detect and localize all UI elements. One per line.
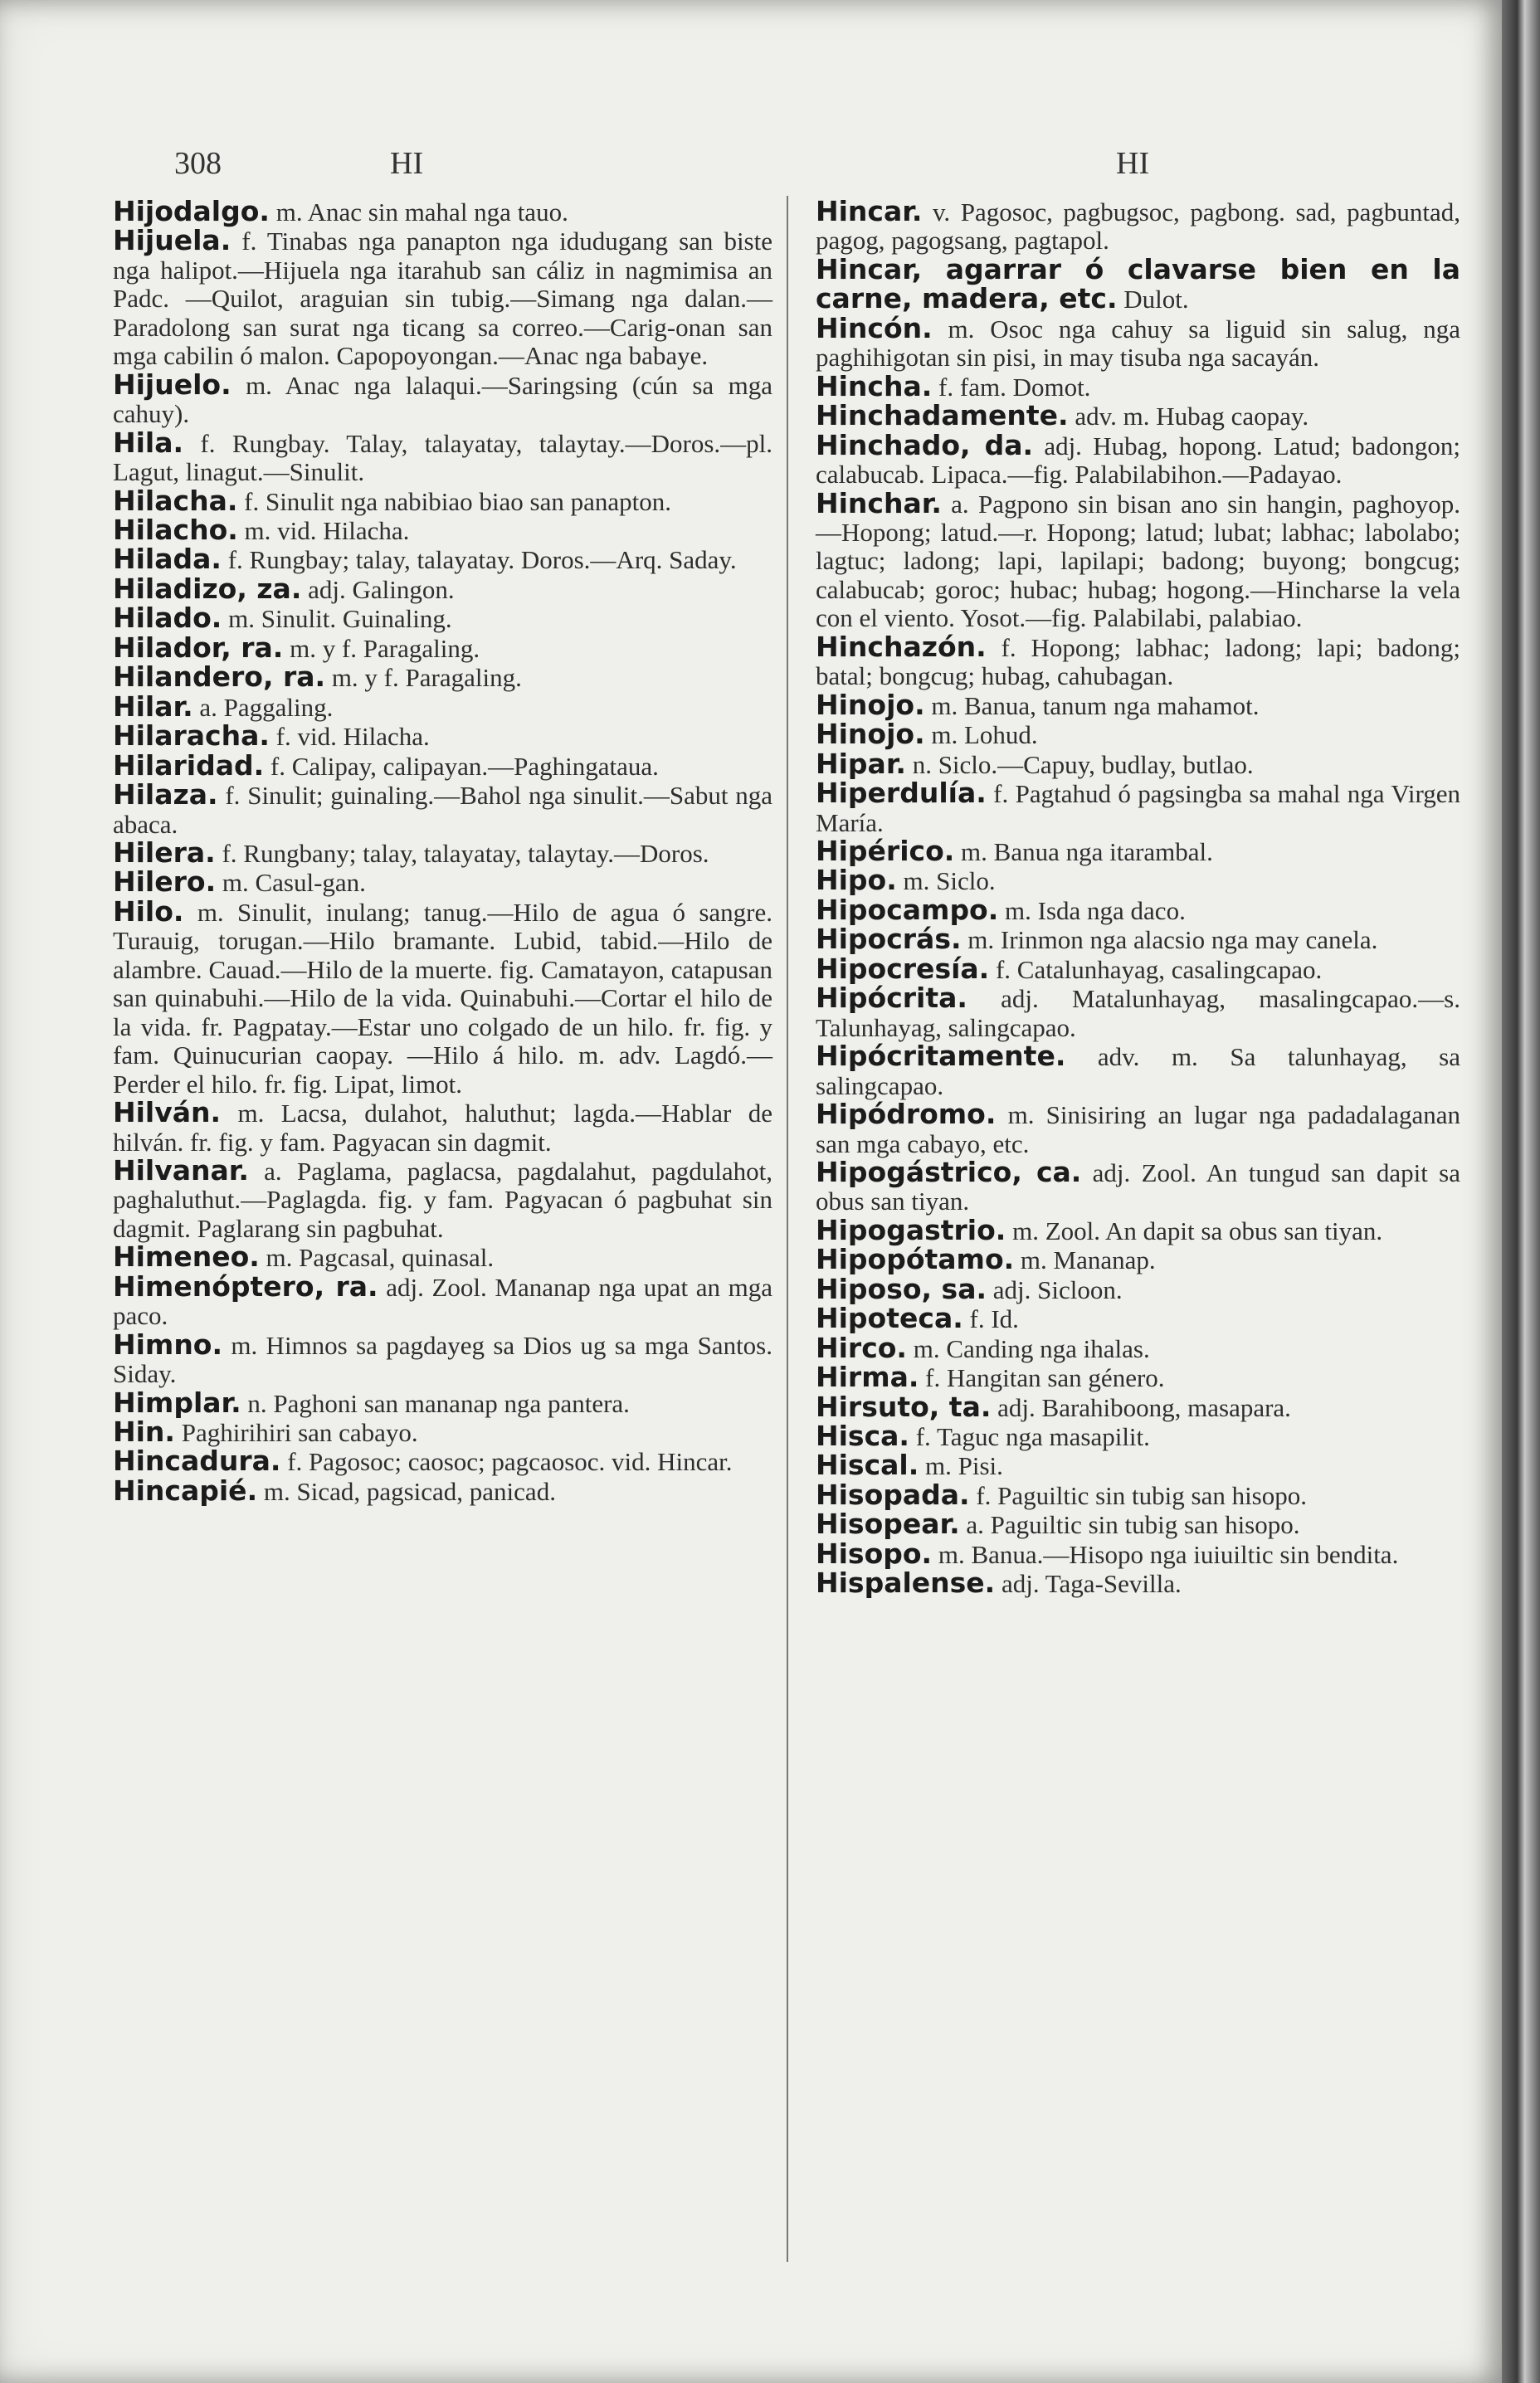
- entry-headword: Hirco.: [816, 1331, 907, 1364]
- entry-headword: Hipocresía.: [816, 952, 990, 985]
- entry-definition: f. Rungbany; talay, talayatay, talaytay.—Doros.: [215, 838, 709, 868]
- dictionary-entry: [816, 1042, 1460, 1100]
- entry-headword: Hiladizo, za.: [113, 572, 302, 605]
- entry-definition: adj. Hubag, hopong. Latud; badongon; calabucab. Lipaca.—fig. Palabilabihon.—Padayao.: [816, 431, 1460, 490]
- entry-definition: f. Id.: [962, 1304, 1019, 1334]
- entry-headword: Hilaridad.: [113, 748, 265, 782]
- dictionary-entry: [113, 690, 772, 723]
- dictionary-entry: [816, 1245, 1460, 1274]
- dictionary-entry: [816, 428, 1460, 490]
- dictionary-entry: [816, 399, 1460, 432]
- dictionary-entry: [816, 1213, 1460, 1246]
- dictionary-entry: [816, 486, 1460, 633]
- entry-headword: Hilvanar.: [113, 1153, 249, 1187]
- entry-definition: adj. Zool. Mananap nga upat an mga paco.: [113, 1272, 772, 1331]
- dictionary-entry: [113, 1096, 772, 1157]
- entry-definition: m. Siclo.: [896, 866, 996, 896]
- entry-headword: Hipo.: [816, 864, 897, 897]
- entry-headword: Hipódromo.: [816, 1098, 997, 1131]
- dictionary-entry: [113, 513, 772, 546]
- entry-headword: Hinojo.: [816, 718, 925, 751]
- entry-headword: Himplar.: [113, 1386, 241, 1419]
- entry-definition: m. Canding nga ihalas.: [906, 1333, 1150, 1363]
- dictionary-entry: [113, 719, 772, 753]
- dictionary-entry: [113, 748, 772, 782]
- dictionary-entry: [816, 1422, 1460, 1451]
- entry-headword: Hirsuto, ta.: [816, 1390, 992, 1423]
- dictionary-entry: [816, 1304, 1460, 1333]
- dictionary-entry: [113, 572, 772, 605]
- entry-definition: m. vid. Hilacha.: [237, 515, 410, 545]
- dictionary-entry: [113, 197, 772, 227]
- entry-definition: m. Banua.—Hisopo nga iuiuiltic sin bendita.: [932, 1539, 1399, 1569]
- entry-headword: Hilado.: [113, 602, 222, 635]
- entry-headword: Himno.: [113, 1328, 223, 1361]
- entry-definition: adj. Sicloon.: [987, 1274, 1123, 1304]
- entry-headword: Hilacha.: [113, 484, 238, 517]
- entry-headword: Hilar.: [113, 690, 193, 723]
- entry-headword: Hinchazón.: [816, 630, 987, 663]
- dictionary-entry: [113, 1386, 772, 1419]
- entry-headword: Hincha.: [816, 369, 933, 402]
- entry-definition: m. Osoc nga cahuy sa liguid sin salug, nga paghihigotan sin pisi, in may tisuba nga sacayán.: [816, 314, 1460, 373]
- entry-headword: Hipócrita.: [816, 982, 967, 1015]
- dictionary-entry: [816, 1155, 1460, 1216]
- dictionary-entry: [113, 865, 772, 899]
- entry-headword: Hilván.: [113, 1096, 222, 1129]
- left-column: [113, 197, 772, 1506]
- column-divider: [787, 196, 788, 2262]
- entry-definition: f. Hangitan san género.: [919, 1363, 1165, 1393]
- right-column: [816, 197, 1460, 1599]
- entry-definition: f. Tinabas nga panapton nga idudugang san biste nga halipot.—Hijuela nga itarahub san cáliz in nagmimisa an Padc. —Quilot, araguian sin tubig.—Simang nga dalan.—Paradolong san surat nga ticang sa correo.—Carig-onan san mga cabilin ó malon. Capopoyongan.—Anac nga babaye.: [113, 227, 772, 371]
- dictionary-entry: [816, 747, 1460, 780]
- dictionary-entry: [113, 894, 772, 1099]
- entry-definition: a. Paggaling.: [192, 692, 334, 722]
- dictionary-entry: [816, 197, 1460, 256]
- dictionary-entry: [816, 688, 1460, 721]
- entry-headword: Hipogástrico, ca.: [816, 1155, 1082, 1188]
- dictionary-entry: [816, 1390, 1460, 1423]
- entry-definition: m. Lohud.: [924, 720, 1038, 750]
- entry-definition: Dulot.: [1117, 285, 1189, 314]
- dictionary-entry: [113, 1474, 772, 1507]
- dictionary-entry: [113, 1240, 772, 1274]
- dictionary-entry: [816, 720, 1460, 749]
- entry-definition: m. Irinmon nga alacsio nga may canela.: [961, 925, 1378, 955]
- entry-definition: adv. m. Hubag caopay.: [1068, 402, 1309, 431]
- entry-definition: f. Calipay, calipayan.—Paghingataua.: [264, 751, 659, 781]
- entry-definition: f. Paguiltic sin tubig san hisopo.: [969, 1480, 1307, 1510]
- dictionary-entry: [816, 369, 1460, 402]
- entry-headword: Hincón.: [816, 311, 933, 344]
- dictionary-entry: [816, 1510, 1460, 1539]
- dictionary-entry: [816, 866, 1460, 895]
- entry-headword: Hilacho.: [113, 513, 238, 546]
- entry-headword: Hincar.: [816, 195, 923, 227]
- dictionary-entry: [816, 630, 1460, 691]
- entry-headword: Hilada.: [113, 543, 222, 576]
- entry-definition: m. y f. Paragaling.: [283, 633, 480, 663]
- entry-definition: m. Banua nga itarambal.: [954, 836, 1213, 866]
- entry-definition: m. Sicad, pagsicad, panicad.: [257, 1476, 556, 1506]
- dictionary-entry: [816, 1272, 1460, 1305]
- entry-definition: adj. Zool. An tungud san dapit sa obus san tiyan.: [816, 1157, 1460, 1216]
- entry-headword: Hisopo.: [816, 1537, 933, 1570]
- dictionary-entry: [113, 836, 772, 869]
- entry-definition: Paghirihiri san cabayo.: [174, 1418, 418, 1448]
- entry-definition: m. Anac sin mahal nga tauo.: [269, 197, 568, 227]
- entry-definition: adj. Barahiboong, masapara.: [991, 1392, 1291, 1422]
- entry-definition: n. Paghoni san mananap nga pantera.: [241, 1388, 630, 1418]
- entry-definition: f. Taguc nga masapilit.: [909, 1422, 1150, 1452]
- entry-definition: adv. m. Sa talunhayag, sa salingcapao.: [816, 1042, 1460, 1100]
- dictionary-entry: [113, 484, 772, 517]
- entry-definition: f. Rungbay; talay, talayatay. Doros.—Arq. Saday.: [221, 545, 737, 575]
- entry-definition: m. Pagcasal, quinasal.: [259, 1243, 495, 1273]
- dictionary-entry: [816, 311, 1460, 373]
- entry-headword: Hisopear.: [816, 1508, 960, 1541]
- dictionary-entry: [816, 1451, 1460, 1480]
- entry-headword: Hilaza.: [113, 778, 218, 811]
- book-spine-edge: [1502, 0, 1540, 2383]
- dictionary-entry: [113, 1269, 772, 1331]
- dictionary-entry: [816, 834, 1460, 867]
- entry-definition: m. Sinisiring an lugar nga padadalaganan san mga cabayo, etc.: [816, 1100, 1460, 1158]
- dictionary-entry: [113, 368, 772, 429]
- entry-headword: Hisopada.: [816, 1478, 970, 1511]
- entry-definition: m. Casul-gan.: [216, 868, 366, 898]
- entry-definition: f. vid. Hilacha.: [269, 722, 430, 752]
- entry-headword: Hinchadamente.: [816, 399, 1069, 432]
- dictionary-entry: [816, 1363, 1460, 1392]
- entry-definition: m. Zool. An dapit sa obus san tiyan.: [1006, 1216, 1383, 1245]
- entry-headword: Hincar, agarrar ó clavarse bien en la carne, madera, etc.: [816, 252, 1460, 315]
- dictionary-entry: [816, 1331, 1460, 1364]
- entry-headword: Hilero.: [113, 865, 217, 899]
- dictionary-entry: [113, 778, 772, 839]
- entry-definition: m. y f. Paragaling.: [325, 663, 522, 693]
- guide-word-right: HI: [1116, 146, 1150, 181]
- entry-definition: adj. Taga-Sevilla.: [995, 1569, 1182, 1599]
- entry-headword: Hin.: [113, 1416, 175, 1449]
- dictionary-entry: [113, 1328, 772, 1389]
- entry-definition: m. Banua, tanum nga mahamot.: [924, 690, 1260, 720]
- entry-headword: Himenóptero, ra.: [113, 1269, 378, 1303]
- entry-headword: Hilaracha.: [113, 719, 270, 753]
- entry-definition: f. Catalunhayag, casalingcapao.: [989, 954, 1323, 984]
- entry-headword: Himeneo.: [113, 1240, 260, 1274]
- dictionary-entry: [113, 604, 772, 633]
- entry-headword: Hilera.: [113, 836, 216, 869]
- entry-headword: Hipócritamente.: [816, 1040, 1066, 1073]
- page-number: 308: [174, 146, 222, 181]
- entry-definition: m. Sinulit, inulang; tanug.—Hilo de agua ó sangre. Turauig, torugan.—Hilo bramante. Lubid, tabid.—Hilo de alambre. Cauad.—Hilo de la muerte. fig. Camatayon, catapusan san quinabuhi.—Hilo de la vida. Quinabuhi.—Cortar el hilo de la vida. fr. Pagpatay.—Estar uno colgado de un hilo. fr. fig. y fam. Quinucurian caopay. —Hilo á hilo. m. adv. Lagdó.—Perder el hilo. fr. fig. Lipat, limot.: [113, 897, 772, 1099]
- entry-definition: n. Siclo.—Capuy, budlay, butlao.: [905, 749, 1254, 779]
- entry-definition: adj. Matalunhayag, masalingcapao.—s. Talunhayag, salingcapao.: [816, 984, 1460, 1042]
- entry-definition: v. Pagosoc, pagbugsoc, pagbong. sad, pagbuntad, pagog, pagogsang, pagtapol.: [816, 197, 1460, 256]
- entry-definition: f. Pagtahud ó pagsingba sa mahal nga Virgen María.: [816, 779, 1460, 837]
- entry-headword: Hilandero, ra.: [113, 660, 326, 694]
- entry-definition: f. Rungbay. Talay, talayatay, talaytay.—Doros.—pl. Lagut, linagut.—Sinulit.: [113, 428, 772, 487]
- entry-definition: m. Lacsa, dulahot, haluthut; lagda.—Hablar de hilván. fr. fig. y fam. Pagyacan sin dagmit.: [113, 1099, 772, 1157]
- dictionary-entry: [816, 952, 1460, 985]
- entry-headword: Hiscal.: [816, 1449, 919, 1482]
- dictionary-entry: [816, 1100, 1460, 1158]
- dictionary-entry: [816, 925, 1460, 954]
- dictionary-entry: [816, 1478, 1460, 1511]
- entry-definition: a. Paglama, paglacsa, pagdalahut, pagdulahot, paghaluthut.—Paglagda. fig. y fam. Pagyacan ó pagbuhat sin dagmit. Paglarang sin pagbuhat.: [113, 1156, 772, 1243]
- entry-headword: Hinchar.: [816, 486, 942, 519]
- entry-headword: Hilador, ra.: [113, 631, 284, 664]
- entry-definition: m. Pisi.: [919, 1451, 1003, 1481]
- entry-definition: f. Sinulit; guinaling.—Bahol nga sinulit.—Sabut nga abaca.: [113, 781, 772, 839]
- dictionary-entry: [816, 893, 1460, 926]
- entry-headword: Hila.: [113, 426, 184, 459]
- entry-headword: Hijodalgo.: [113, 195, 270, 227]
- entry-definition: m. Sinulit. Guinaling.: [222, 604, 452, 634]
- entry-definition: a. Pagpono sin bisan ano sin hangin, paghoyop.—Hopong; latud.—r. Hopong; latud; lubat; labhac; labolabo; lagtuc; ladong; lapi, lapilapi; badong; buyong; bongcug; calabucab; goroc; hubac; hubag; hogong.—Hincharse la vela con el viento. Yosot.—fig. Palabilabi, palabiao.: [816, 489, 1460, 633]
- entry-headword: Hipogastrio.: [816, 1213, 1006, 1246]
- dictionary-entry: [816, 779, 1460, 837]
- dictionary-entry: [816, 252, 1460, 315]
- entry-definition: f. fam. Domot.: [932, 372, 1091, 402]
- dictionary-entry: [816, 984, 1460, 1042]
- dictionary-entry: [816, 1537, 1460, 1570]
- entry-headword: Hipar.: [816, 747, 906, 780]
- guide-word-left: HI: [390, 146, 424, 181]
- dictionary-entry: [816, 1569, 1460, 1598]
- entry-headword: Hinchado, da.: [816, 428, 1034, 461]
- entry-headword: Hirma.: [816, 1361, 919, 1394]
- entry-definition: m. Mananap.: [1014, 1245, 1156, 1275]
- entry-headword: Hisca.: [816, 1420, 909, 1453]
- entry-headword: Hiperdulía.: [816, 777, 987, 810]
- entry-headword: Hincapié.: [113, 1474, 258, 1507]
- entry-definition: f. Sinulit nga nabibiao biao san panapton.: [237, 486, 671, 516]
- entry-headword: Hilo.: [113, 894, 184, 928]
- entry-definition: m. Anac nga lalaqui.—Saringsing (cún sa mga cahuy).: [113, 370, 772, 429]
- entry-headword: Hijuelo.: [113, 368, 231, 401]
- dictionary-entry: [113, 224, 772, 371]
- entry-definition: m. Isda nga daco.: [998, 895, 1186, 925]
- entry-definition: adj. Galingon.: [301, 574, 455, 604]
- dictionary-entry: [113, 1153, 772, 1243]
- entry-definition: f. Pagosoc; caosoc; pagcaosoc. vid. Hincar.: [280, 1447, 733, 1477]
- entry-headword: Hijuela.: [113, 224, 231, 257]
- entry-definition: f. Hopong; labhac; ladong; lapi; badong; batal; bongcug; hubag, cahubagan.: [816, 632, 1460, 691]
- entry-headword: Hipocrás.: [816, 923, 962, 956]
- entry-headword: Hispalense.: [816, 1567, 996, 1600]
- dictionary-entry: [113, 1418, 772, 1447]
- entry-headword: Hinojo.: [816, 688, 925, 721]
- entry-definition: m. Himnos sa pagdayeg sa Dios ug sa mga Santos. Siday.: [113, 1330, 772, 1389]
- entry-headword: Hipocampo.: [816, 893, 999, 926]
- dictionary-entry: [113, 426, 772, 487]
- entry-headword: Hincadura.: [113, 1445, 281, 1478]
- page-header: [0, 145, 1502, 195]
- entry-definition: a. Paguiltic sin tubig san hisopo.: [959, 1510, 1300, 1540]
- dictionary-entry: [113, 660, 772, 694]
- dictionary-entry: [113, 631, 772, 664]
- dictionary-entry: [113, 545, 772, 574]
- entry-headword: Hipérico.: [816, 834, 955, 867]
- entry-headword: Hipopótamo.: [816, 1243, 1015, 1276]
- dictionary-entry: [113, 1447, 772, 1476]
- entry-headword: Hipoteca.: [816, 1302, 963, 1335]
- entry-headword: Hiposo, sa.: [816, 1272, 987, 1305]
